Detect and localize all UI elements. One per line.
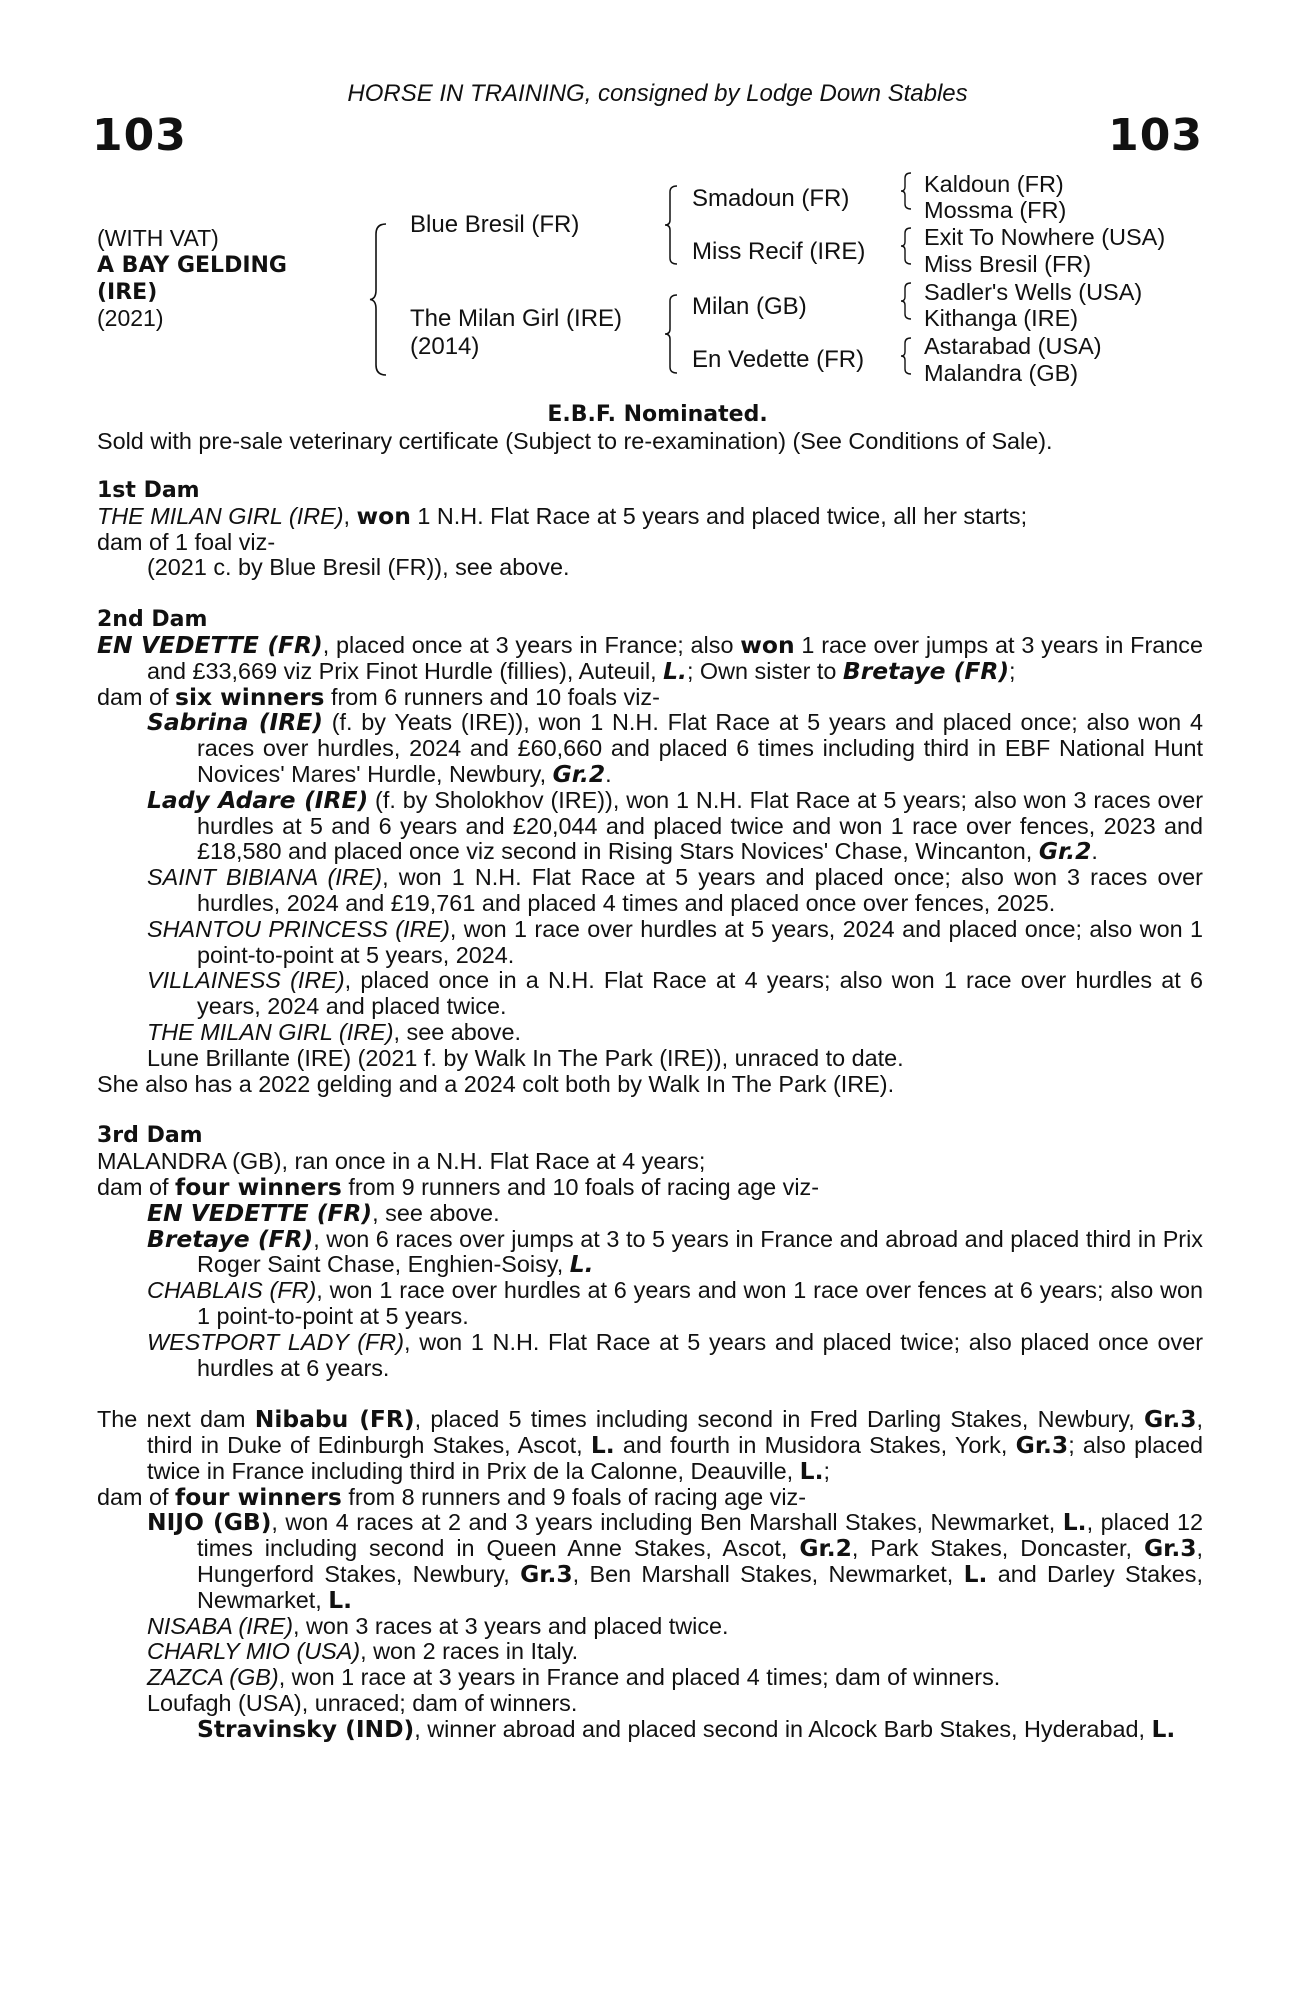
produce-name: THE MILAN GIRL (IRE) <box>147 1018 394 1045</box>
first-dam-section <box>97 478 1203 581</box>
listed-label: L. <box>328 1585 353 1614</box>
pedigree-ggp-2: Mossma (FR) <box>924 197 1067 223</box>
produce-nisaba: NISABA (IRE), won 3 races at 3 years and placed twice. <box>147 1612 729 1639</box>
produce-sabrina: Sabrina (IRE) (f. by Yeats (IRE)), won 1 N.H. Flat Race at 5 years and placed once; also won 4 races over hurdles, 2024 and £60,660 and placed 6 times including third in EBF National Hunt Novices' Mares' Hurdle, Newbury, Gr.2. <box>147 708 1203 788</box>
second-dam-text-3: ; Own sister to <box>686 657 843 684</box>
pedigree-ggp-6: Kithanga (IRE) <box>924 305 1079 331</box>
ebf-nominated: E.B.F. Nominated. <box>547 402 768 427</box>
pedigree-ggp-8: Malandra (GB) <box>924 360 1079 386</box>
pedigree-sire-sire: Smadoun (FR) <box>692 185 850 212</box>
second-dam-name: EN VEDETTE (FR) <box>97 630 323 659</box>
winners-count: four winners <box>175 1482 342 1511</box>
produce-charly-mio: CHARLY MIO (USA), won 2 races in Italy. <box>147 1638 579 1665</box>
second-dam-heading: 2nd Dam <box>97 607 208 633</box>
second-dam-produce-intro: dam of six winners from 6 runners and 10 foals viz- <box>97 682 660 711</box>
produce-saint-bibiana: SAINT BIBIANA (IRE), won 1 N.H. Flat Race at 5 years and placed once; also won 3 races over hurdles, 2024 and £19,761 and placed 4 times and placed once over fences, 2025. <box>147 864 1203 916</box>
second-dam-also: She also has a 2022 gelding and a 2024 colt both by Walk In The Park (IRE). <box>97 1070 895 1097</box>
produce-name: SHANTOU PRINCESS (IRE) <box>147 915 450 942</box>
next-dam-name: Nibabu (FR) <box>254 1405 415 1434</box>
grade-label: Gr.3 <box>1143 1534 1197 1563</box>
produce-name: NISABA (IRE) <box>147 1612 293 1639</box>
pedigree-ggp-3: Exit To Nowhere (USA) <box>924 224 1166 250</box>
produce-name: Bretaye (FR) <box>147 1224 314 1253</box>
pedigree-ggp-4: Miss Bresil (FR) <box>924 251 1092 277</box>
produce-name: Sabrina (IRE) <box>147 708 323 737</box>
catalogue-body <box>97 478 1203 1743</box>
listed-label: L. <box>799 1456 824 1485</box>
pedigree-sire: Blue Bresil (FR) <box>410 211 580 238</box>
pedigree-dam: The Milan Girl (IRE) <box>410 305 623 332</box>
second-dam-text-2: 1 race over jumps at 3 years in France and £33,669 viz Prix Finot Hurdle (fillies), Auteuil, <box>147 631 1203 684</box>
produce-loufagh: Loufagh (USA), unraced; dam of winners. <box>147 1690 578 1717</box>
produce-chablais: CHABLAIS (FR), won 1 race over hurdles at 6 years and won 1 race over fences at 6 years; also won 1 point-to-point at 5 years. <box>147 1277 1203 1329</box>
first-dam-text: 1 N.H. Flat Race at 5 years and placed twice, all her starts; <box>410 502 1028 529</box>
produce-bretaye: Bretaye (FR), won 6 races over jumps at 3 to 5 years in France and abroad and placed third in Prix Roger Saint Chase, Enghien-Soisy, L. <box>147 1224 1203 1279</box>
produce-the-milan-girl: THE MILAN GIRL (IRE), see above. <box>147 1018 521 1045</box>
pedigree-brace-dam <box>663 293 679 375</box>
grade-label: Gr.3 <box>520 1560 573 1589</box>
produce-westport-lady: WESTPORT LADY (FR), won 1 N.H. Flat Race at 5 years and placed twice; also placed once over hurdles at 6 years. <box>147 1328 1204 1381</box>
next-dam-section <box>97 1407 1203 1742</box>
produce-name: EN VEDETTE (FR) <box>147 1198 373 1227</box>
next-dam-entry: The next dam Nibabu (FR), placed 5 times including second in Fred Darling Stakes, Newbury, Gr.3, third in Duke of Edinburgh Stakes, Ascot, L. and fourth in Musidora Stakes, York, Gr.3; also placed twice in France including third in Prix de la Calonne, Deauville, L.; <box>97 1405 1204 1485</box>
pedigree-brace-main <box>368 222 390 377</box>
grade-label: Gr.2 <box>552 759 606 788</box>
pedigree-sire-dam: Miss Recif (IRE) <box>692 238 866 265</box>
second-dam-text-1: , placed once at 3 years in France; also <box>322 631 741 658</box>
grade-label: Gr.2 <box>799 1534 852 1563</box>
first-dam-line: THE MILAN GIRL (IRE), won 1 N.H. Flat Race at 5 years and placed twice, all her starts; <box>97 501 1028 530</box>
horse-origin: (IRE) <box>97 280 158 305</box>
won-label: won <box>356 501 411 530</box>
vat-note: (WITH VAT) <box>97 225 219 251</box>
listed-label: L. <box>1151 1714 1176 1743</box>
pedigree-brace-gg3 <box>899 281 913 321</box>
third-dam-section <box>97 1123 1203 1381</box>
pedigree-dam-dam: En Vedette (FR) <box>692 346 865 373</box>
produce-nijo: NIJO (GB), won 4 races at 2 and 3 years including Ben Marshall Stakes, Newmarket, L., placed 12 times including second in Queen Anne Stakes, Ascot, Gr.2, Park Stakes, Doncaster, Gr.3, Hungerford Stakes, Newbury, Gr.3, Ben Marshall Stakes, Newmarket, L. and Darley Stakes, Newmarket, L. <box>147 1508 1204 1614</box>
winners-count: four winners <box>175 1172 342 1201</box>
first-dam-heading: 1st Dam <box>97 478 200 503</box>
produce-name: ZAZCA (GB) <box>147 1664 279 1691</box>
listed-label: L. <box>663 656 687 685</box>
grade-label: Gr.2 <box>1038 837 1092 866</box>
vet-certificate-note: Sold with pre-sale veterinary certificate (Subject to re-examination) (See Conditions of Sale). <box>97 428 1053 454</box>
produce-name: Stravinsky (IND) <box>197 1714 415 1743</box>
lot-number-right: 103 <box>1108 110 1203 161</box>
second-dam-text-4: ; <box>1009 657 1016 684</box>
won-label: won <box>740 630 795 659</box>
listed-label: L. <box>1062 1508 1087 1537</box>
third-dam-entry: MALANDRA (GB), ran once in a N.H. Flat Race at 4 years; <box>97 1148 706 1175</box>
pedigree-dam-sire: Milan (GB) <box>692 293 807 320</box>
produce-zazca: ZAZCA (GB), won 1 race at 3 years in France and placed 4 times; dam of winners. <box>147 1664 1001 1691</box>
pedigree-brace-gg2 <box>899 226 913 266</box>
produce-stravinsky: Stravinsky (IND), winner abroad and placed second in Alcock Barb Stakes, Hyderabad, L. <box>197 1714 1176 1743</box>
produce-shantou-princess: SHANTOU PRINCESS (IRE), won 1 race over hurdles at 5 years, 2024 and placed once; also won 1 point-to-point at 5 years, 2024. <box>147 915 1203 968</box>
winners-count: six winners <box>175 682 325 711</box>
pedigree-brace-sire <box>663 184 679 266</box>
first-dam-foal: (2021 c. by Blue Bresil (FR)), see above. <box>147 554 570 581</box>
consignment-title: HORSE IN TRAINING, consigned by Lodge Down Stables <box>347 80 968 107</box>
produce-name: SAINT BIBIANA (IRE) <box>147 864 383 891</box>
produce-name: WESTPORT LADY (FR) <box>147 1328 404 1355</box>
sister-name: Bretaye (FR) <box>842 656 1010 685</box>
pedigree-brace-gg1 <box>899 171 913 211</box>
listed-label: L. <box>569 1250 594 1279</box>
produce-name: Lady Adare (IRE) <box>147 785 369 814</box>
produce-name: NIJO (GB) <box>147 1508 272 1537</box>
first-dam-name: THE MILAN GIRL (IRE) <box>97 502 344 529</box>
pedigree-dam-year: (2014) <box>410 333 480 360</box>
listed-label: L. <box>963 1560 988 1589</box>
third-dam-produce-intro: dam of four winners from 9 runners and 10 foals of racing age viz- <box>97 1172 820 1201</box>
listed-label: L. <box>590 1431 615 1460</box>
produce-name: CHABLAIS (FR) <box>147 1277 317 1304</box>
pedigree-ggp-5: Sadler's Wells (USA) <box>924 279 1143 305</box>
lot-number-left: 103 <box>92 110 187 161</box>
pedigree-ggp-1: Kaldoun (FR) <box>924 171 1064 197</box>
pedigree-ggp-7: Astarabad (USA) <box>924 333 1102 359</box>
next-dam-produce-intro: dam of four winners from 8 runners and 9 foals of racing age viz- <box>97 1482 807 1511</box>
produce-lady-adare: Lady Adare (IRE) (f. by Sholokhov (IRE)), won 1 N.H. Flat Race at 5 years; also won 3 races over hurdles at 5 and 6 years and £20,044 and placed twice and won 1 race over fences, 2023 and £18,580 and placed once viz second in Rising Stars Novices' Chase, Wincanton, Gr.2. <box>147 785 1203 866</box>
produce-villainess: VILLAINESS (IRE), placed once in a N.H. Flat Race at 4 years; also won 1 race over hurdles at 6 years, 2024 and placed twice. <box>147 967 1203 1020</box>
horse-description: A BAY GELDING <box>97 253 287 278</box>
second-dam-section <box>97 607 1203 1097</box>
first-dam-produce-intro: dam of 1 foal viz- <box>97 528 276 555</box>
grade-label: Gr.3 <box>1143 1405 1197 1434</box>
pedigree-brace-gg4 <box>899 336 913 376</box>
grade-label: Gr.3 <box>1015 1431 1069 1460</box>
third-dam-heading: 3rd Dam <box>97 1123 203 1149</box>
produce-en-vedette: EN VEDETTE (FR), see above. <box>147 1198 500 1227</box>
second-dam-entry <box>97 630 1203 685</box>
horse-year: (2021) <box>97 305 164 331</box>
produce-name: VILLAINESS (IRE) <box>147 967 345 994</box>
produce-lune-brillante: Lune Brillante (IRE) (2021 f. by Walk In The Park (IRE)), unraced to date. <box>147 1044 904 1071</box>
produce-name: CHARLY MIO (USA) <box>147 1638 361 1665</box>
